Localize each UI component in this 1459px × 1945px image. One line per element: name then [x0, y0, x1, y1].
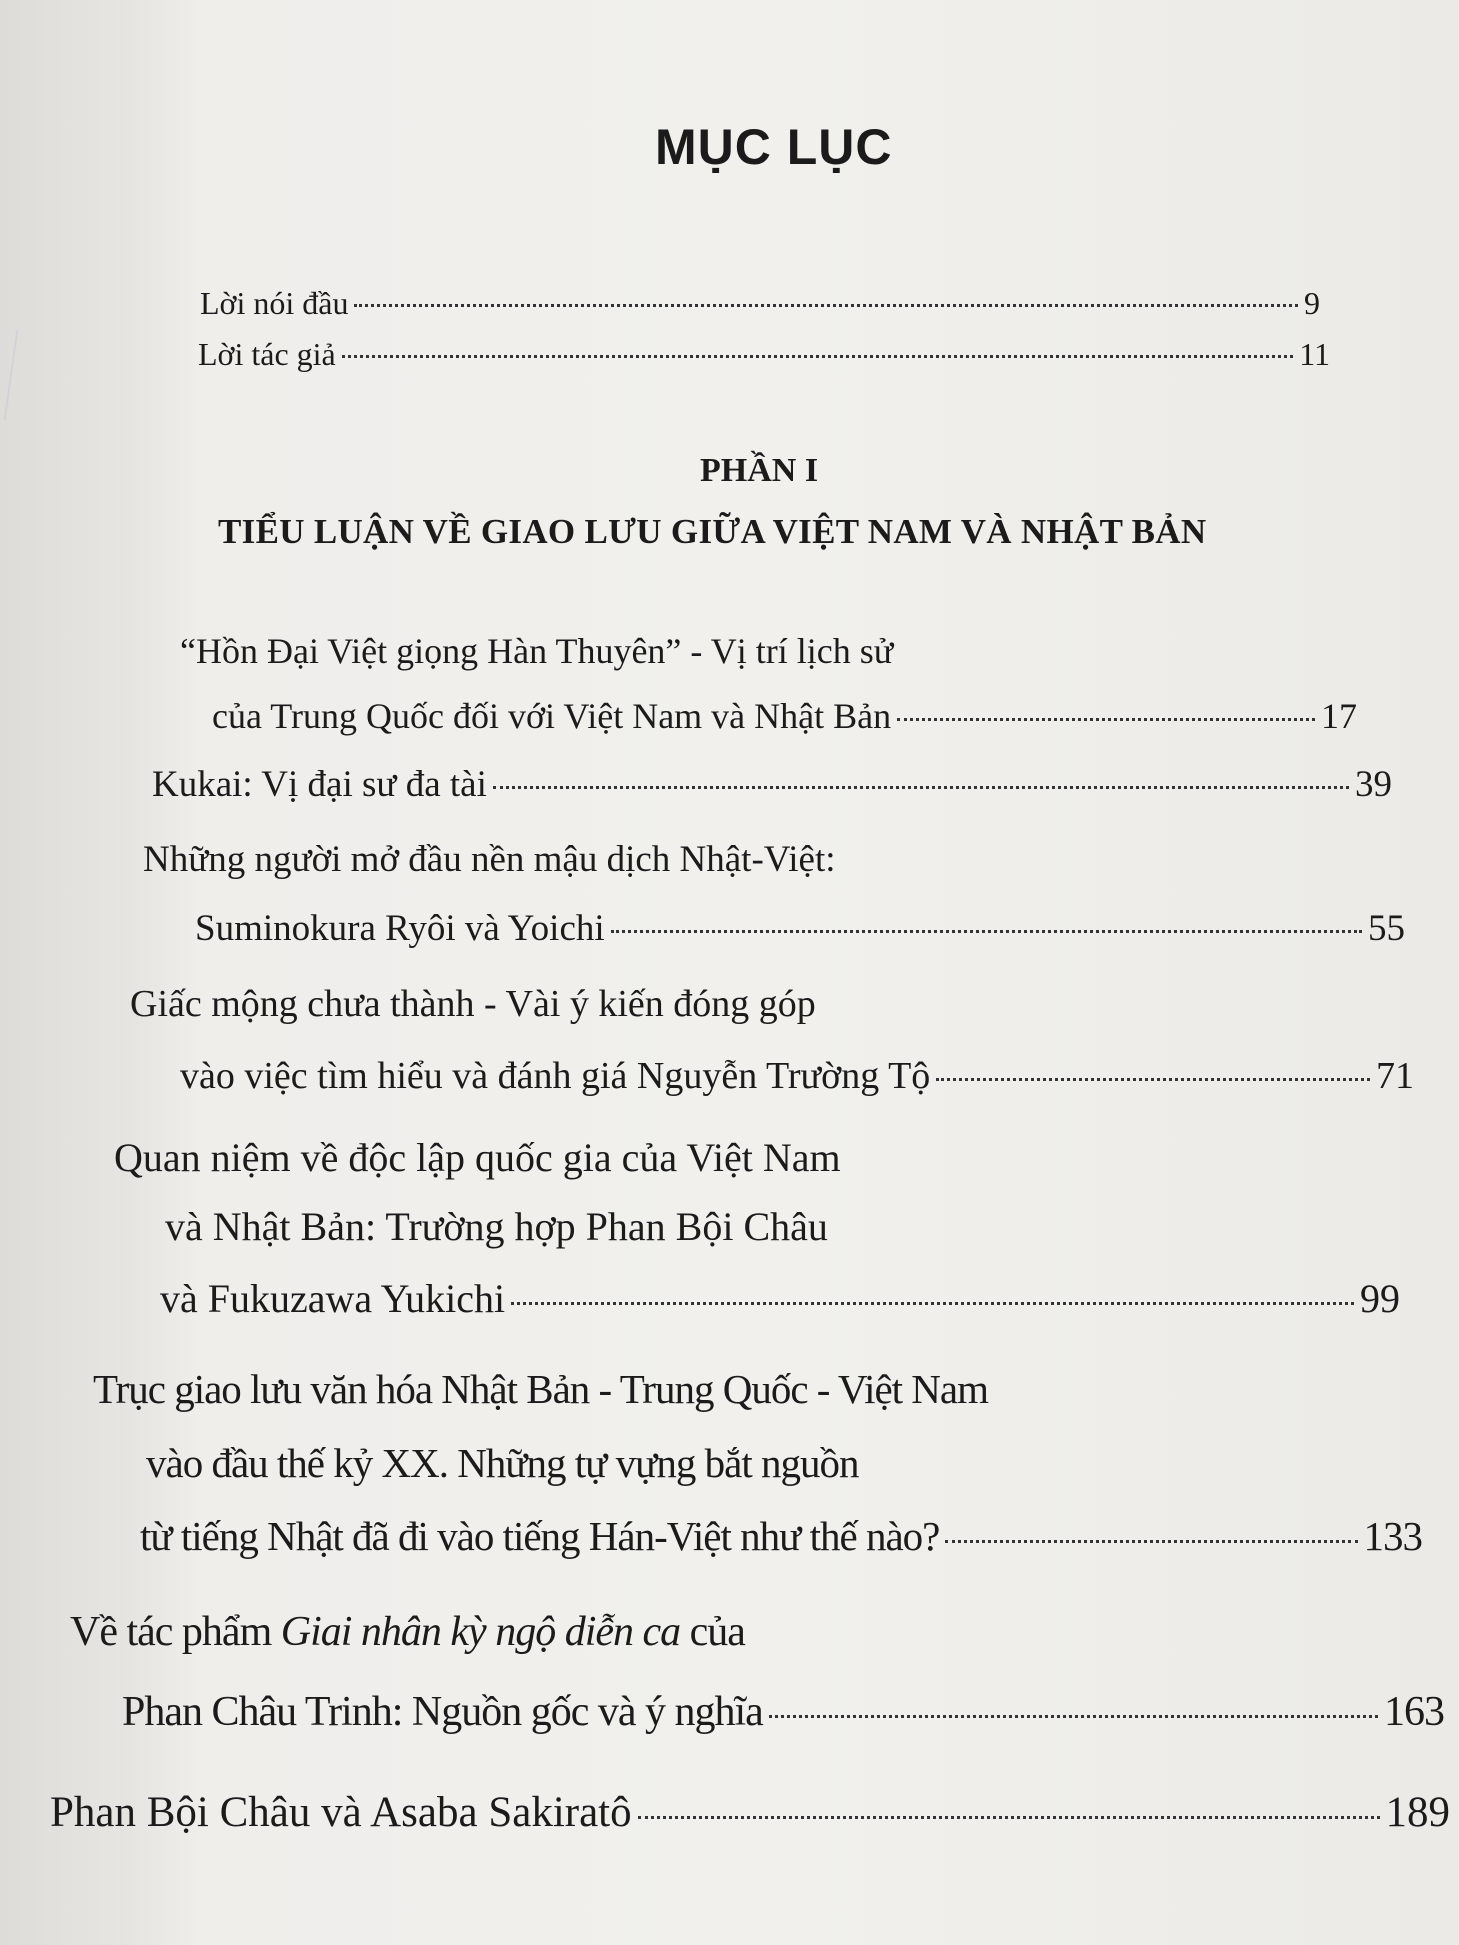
toc-entry-label: Những người mở đầu nền mậu dịch Nhật-Việt:	[143, 839, 836, 880]
toc-entry-label: vào việc tìm hiểu và đánh giá Nguyễn Trường Tộ	[180, 1055, 931, 1097]
toc-entry-label-italic: Giai nhân kỳ ngộ diễn ca	[280, 1609, 681, 1655]
toc-page-number: 133	[1363, 1513, 1422, 1559]
toc-page-number: 189	[1385, 1789, 1450, 1836]
toc-entry-preface	[200, 285, 1320, 335]
leader-dots	[611, 930, 1362, 933]
toc-entry-label: Lời nói đầu	[200, 285, 349, 321]
toc-entry-label-suffix: của	[680, 1609, 745, 1655]
toc-entry	[160, 1275, 1400, 1325]
toc-entry-label: Quan niệm về độc lập quốc gia của Việt Nam	[114, 1135, 841, 1180]
toc-entry-line	[93, 1365, 988, 1415]
toc-entry	[212, 695, 1357, 745]
toc-entry-label: của Trung Quốc đối với Việt Nam và Nhật Bản	[212, 696, 892, 736]
toc-entry-line	[130, 982, 816, 1032]
toc-page-number: 9	[1304, 285, 1320, 321]
toc-entry-label: và Nhật Bản: Trường hợp Phan Bội Châu	[165, 1204, 828, 1249]
toc-entry-label: Phan Bội Châu và Asaba Sakiratô	[50, 1789, 632, 1836]
toc-entry-line	[180, 630, 893, 680]
toc-entry-line	[70, 1608, 745, 1658]
toc-entry	[122, 1688, 1444, 1738]
toc-entry	[140, 1512, 1422, 1562]
toc-entry-label: Kukai: Vị đại sư đa tài	[152, 764, 487, 805]
toc-page-number: 39	[1355, 764, 1392, 805]
toc-entry-line	[146, 1439, 858, 1489]
toc-entry-line	[114, 1134, 841, 1184]
toc-entry-author-note	[198, 336, 1330, 386]
toc-entry-label: vào đầu thế kỷ XX. Những tự vựng bắt nguồn	[146, 1440, 859, 1486]
toc-entry-label: Suminokura Ryôi và Yoichi	[195, 908, 605, 949]
toc-entry-label: “Hồn Đại Việt giọng Hàn Thuyên” - Vị trí lịch sử	[180, 631, 894, 671]
leader-dots	[769, 1715, 1378, 1718]
toc-page-number: 11	[1299, 336, 1330, 372]
toc-entry	[180, 1054, 1414, 1104]
leader-dots	[936, 1078, 1370, 1081]
toc-entry-label: và Fukuzawa Yukichi	[160, 1276, 506, 1321]
toc-page-number: 17	[1321, 696, 1357, 736]
toc-page-number: 163	[1384, 1689, 1444, 1735]
toc-entry-label: Phan Châu Trinh: Nguồn gốc và ý nghĩa	[122, 1689, 763, 1735]
toc-entry-label-prefix: Về tác phẩm	[70, 1609, 281, 1655]
leader-dots	[493, 786, 1349, 789]
toc-entry	[195, 907, 1405, 957]
toc-page-number: 55	[1368, 908, 1405, 949]
leader-dots	[638, 1816, 1380, 1819]
leader-dots	[342, 355, 1293, 358]
leader-dots	[354, 304, 1298, 307]
toc-entry	[152, 763, 1392, 813]
leader-dots	[511, 1302, 1354, 1305]
part-title: TIỂU LUẬN VỀ GIAO LƯU GIỮA VIỆT NAM VÀ NHẬT BẢN	[218, 512, 1207, 551]
toc-entry-label: Lời tác giả	[198, 336, 336, 372]
toc-entry-label: Giấc mộng chưa thành - Vài ý kiến đóng góp	[130, 983, 816, 1025]
toc-page-number: 71	[1376, 1055, 1414, 1097]
toc-entry-line	[143, 838, 836, 888]
toc-entry	[50, 1788, 1450, 1838]
pen-mark	[4, 330, 59, 420]
leader-dots	[945, 1540, 1357, 1543]
leader-dots	[897, 718, 1315, 721]
page-title: MỤC LỤC	[655, 119, 893, 175]
toc-page-number: 99	[1360, 1276, 1400, 1321]
part-label: PHẦN I	[700, 452, 819, 489]
toc-entry-label: Trục giao lưu văn hóa Nhật Bản - Trung Quốc - Việt Nam	[93, 1366, 989, 1412]
toc-entry-line	[165, 1203, 828, 1253]
toc-entry-label: từ tiếng Nhật đã đi vào tiếng Hán-Việt như thế nào?	[140, 1513, 940, 1559]
